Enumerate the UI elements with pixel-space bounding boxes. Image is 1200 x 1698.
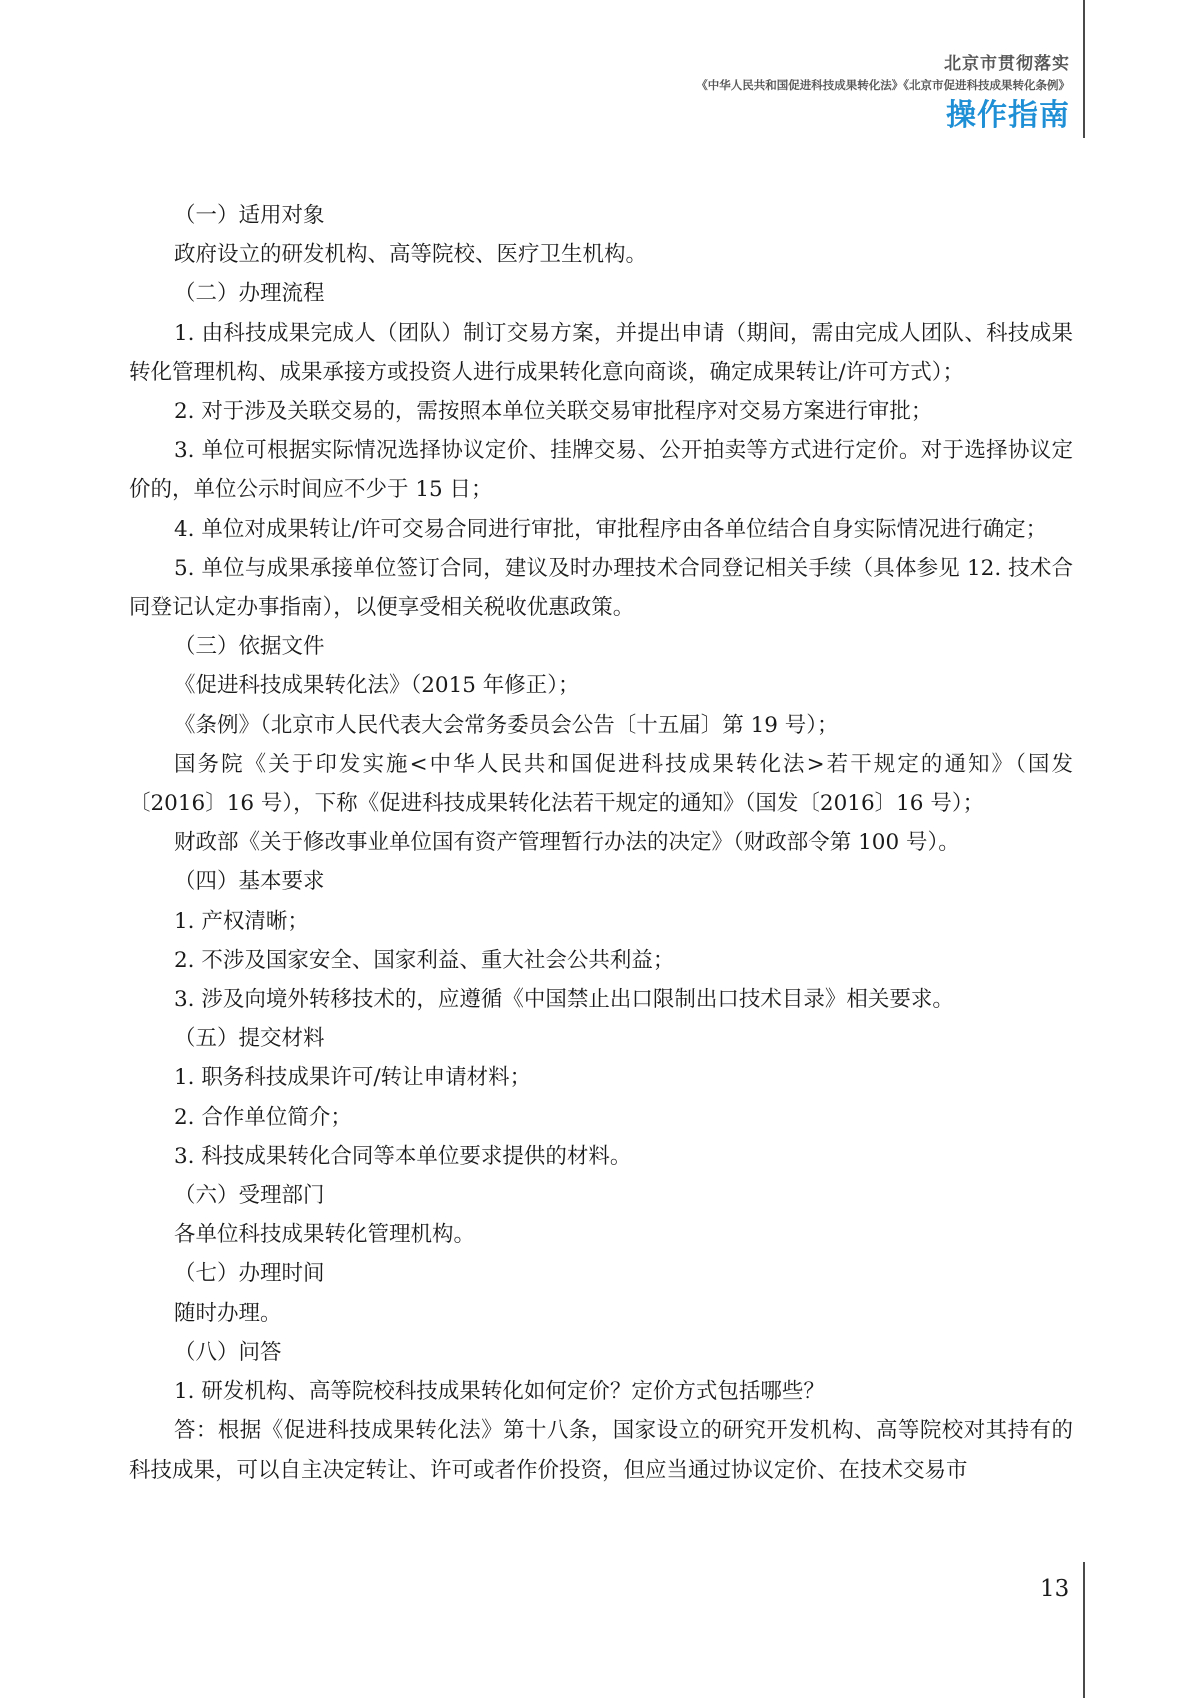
running-header [696, 52, 1070, 138]
section-heading: （三）依据文件 [174, 634, 325, 660]
paragraph: 随时办理。 [174, 1300, 282, 1326]
margin-rule-bottom [1083, 1562, 1085, 1698]
list-item: 1. 由科技成果完成人（团队）制订交易方案，并提出申请（期间，需由完成人团队、科技成果转化管理机构、成果承接方或投资人进行成果转化意向商谈，确定成果转让/许可方式）； [129, 320, 1073, 385]
body-text [129, 196, 1073, 1490]
list-item: 3. 单位可根据实际情况选择协议定价、挂牌交易、公开拍卖等方式进行定价。对于选择协议定价的，单位公示时间应不少于 15 日； [129, 438, 1073, 503]
section-heading: （一）适用对象 [174, 203, 325, 228]
section-heading: （二）办理流程 [174, 281, 325, 307]
list-item: 1. 研发机构、高等院校科技成果转化如何定价？定价方式包括哪些？ [174, 1379, 825, 1405]
paragraph: 各单位科技成果转化管理机构。 [174, 1222, 476, 1248]
margin-rule-top [1083, 0, 1085, 138]
header-line-1: 北京市贯彻落实 [944, 54, 1070, 74]
paragraph: 财政部《关于修改事业单位国有资产管理暂行办法的决定》（财政部令第 100 号）。 [174, 830, 960, 856]
list-item: 3. 科技成果转化合同等本单位要求提供的材料。 [174, 1143, 632, 1169]
section-heading: （六）受理部门 [174, 1183, 325, 1209]
paragraph: 答：根据《促进科技成果转化法》第十八条，国家设立的研究开发机构、高等院校对其持有的科技成果，可以自主决定转让、许可或者作价投资，但应当通过协议定价、在技术交易市 [129, 1418, 1073, 1483]
list-item: 1. 产权清晰； [174, 908, 309, 934]
paragraph: 国务院《关于印发实施<中华人民共和国促进科技成果转化法>若干规定的通知》（国发〔2016〕16 号），下称《促进科技成果转化法若干规定的通知》（国发〔2016〕16 号）； [129, 751, 1073, 817]
paragraph: 《促进科技成果转化法》（2015 年修正）； [174, 673, 580, 699]
page-number: 13 [1040, 1576, 1070, 1602]
list-item: 1. 职务科技成果许可/转让申请材料； [174, 1065, 532, 1091]
list-item: 4. 单位对成果转让/许可交易合同进行审批，审批程序由各单位结合自身实际情况进行确定； [174, 516, 1048, 542]
section-heading: （四）基本要求 [174, 869, 325, 895]
list-item: 2. 不涉及国家安全、国家利益、重大社会公共利益； [174, 947, 675, 973]
paragraph: 政府设立的研发机构、高等院校、医疗卫生机构。 [174, 242, 648, 268]
header-line-2: 《中华人民共和国促进科技成果转化法》《北京市促进科技成果转化条例》 [696, 78, 1070, 92]
section-heading: （五）提交材料 [174, 1026, 325, 1052]
paragraph: 《条例》（北京市人民代表大会常务委员会公告〔十五届〕第 19 号）； [174, 712, 839, 738]
list-item: 2. 合作单位简介； [174, 1104, 352, 1130]
header-title: 操作指南 [946, 98, 1070, 133]
section-heading: （八）问答 [174, 1339, 282, 1365]
section-heading: （七）办理时间 [174, 1261, 325, 1287]
list-item: 2. 对于涉及关联交易的，需按照本单位关联交易审批程序对交易方案进行审批； [174, 399, 933, 425]
list-item: 5. 单位与成果承接单位签订合同，建议及时办理技术合同登记相关手续（具体参见 12. 技术合同登记认定办事指南），以便享受相关税收优惠政策。 [129, 555, 1073, 621]
list-item: 3. 涉及向境外转移技术的，应遵循《中国禁止出口限制出口技术目录》相关要求。 [174, 987, 954, 1013]
